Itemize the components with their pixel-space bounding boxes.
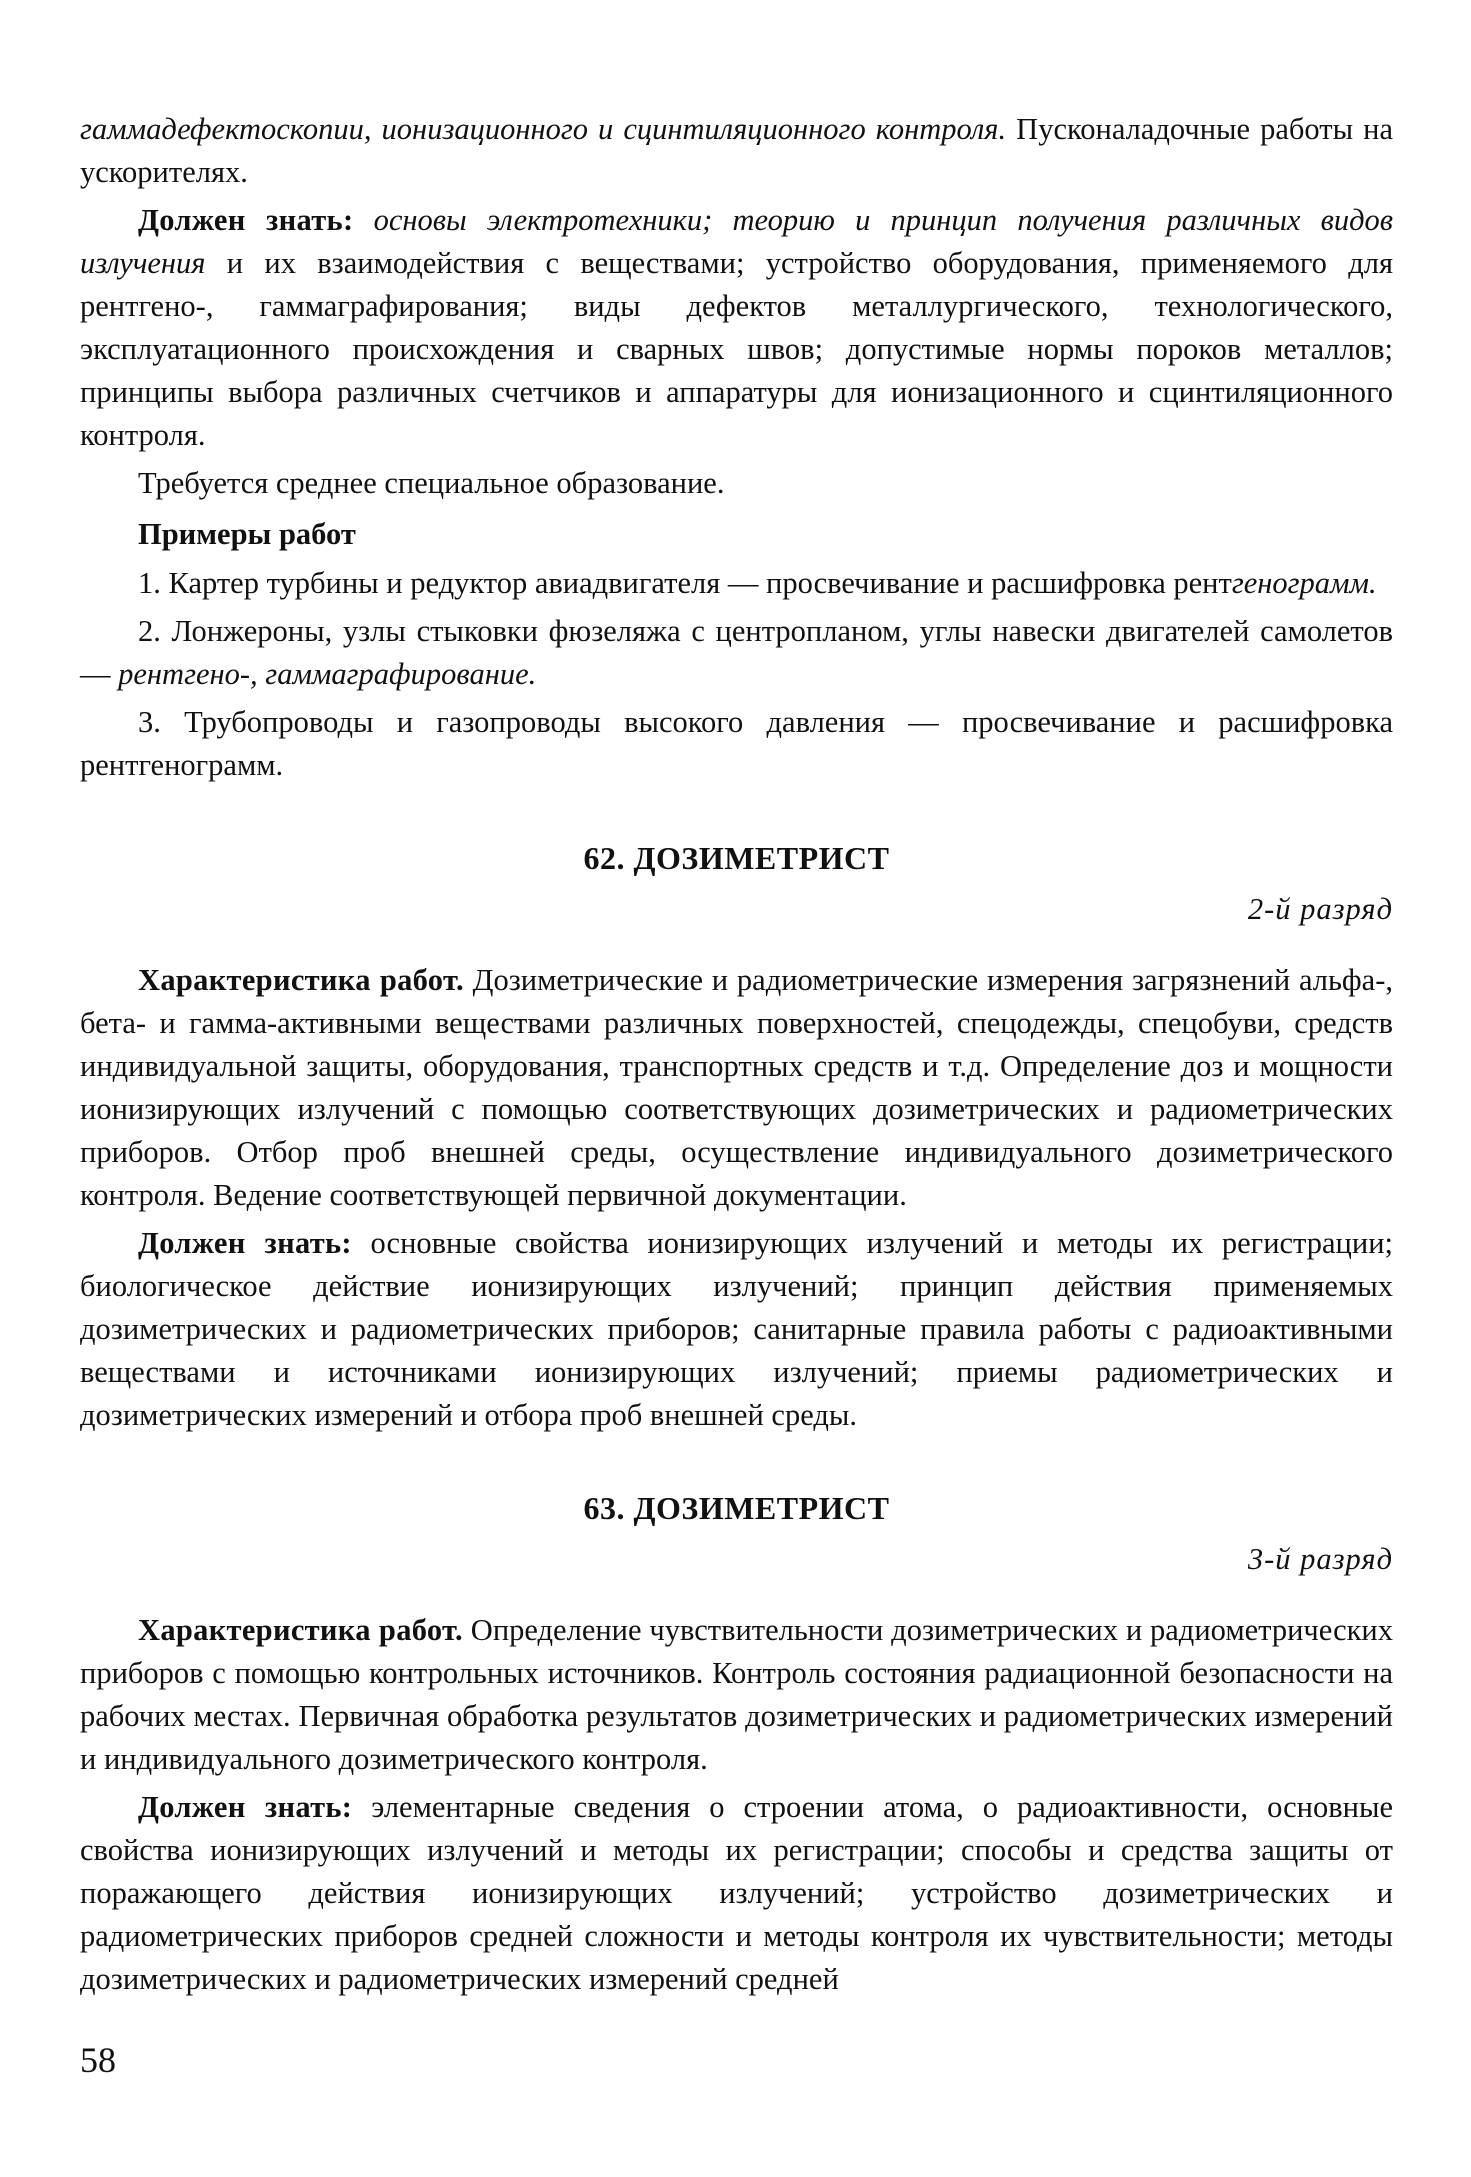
section62-title: 62. ДОЗИМЕТРИСТ — [583, 840, 890, 876]
section61-knowledge-text: и их взаимодействия с веществами; устройство оборудования, применяемого для рентгено-, гаммаграфирования; виды дефектов металлургического, технологического, эксплуатационного происхождения и сварных швов; допустимые нормы пороков металлов; принципы выбора различных счетчиков и аппаратуры для ионизационного и сцинтиляционного контроля. — [80, 246, 1393, 452]
page-number: 58 — [80, 2040, 116, 2080]
section62-characteristics-label: Характеристика работ. — [138, 963, 464, 997]
section63-should-know-label: Должен знать: — [138, 1790, 353, 1824]
example-item-1-text: 1. Картер турбины и редуктор авиадвигателя — просвечивание и расшифровка рент — [138, 566, 1232, 600]
section62-knowledge-text: основные свойства ионизирующих излучений и методы их регистрации; биологическое действие ионизирующих излучений; принцип действия применяемых дозиметрических и радиометрических приборов; санитарные правила работы с радиоактивными веществами и источниками ионизирующих излучений; приемы радиометрических и дозиметрических измерений и отбора проб внешней среды. — [80, 1226, 1393, 1432]
section62-knowledge-paragraph — [80, 1222, 1393, 1437]
section63-title: 63. ДОЗИМЕТРИСТ — [583, 1490, 890, 1526]
example-item-3 — [80, 701, 1393, 787]
section63-knowledge-paragraph — [80, 1786, 1393, 2001]
section62-rank: 2-й разряд — [1247, 892, 1393, 926]
section63-characteristics-paragraph — [80, 1609, 1393, 1781]
example-item-2-italic: рентгено-, гаммаграфирование. — [118, 657, 537, 691]
example-item-1 — [80, 562, 1393, 605]
section63-knowledge-text: элементарные сведения о строении атома, о радиоактивности, основные свойства ионизирующих излучений и методы их регистрации; способы и средства защиты от поражающего действия ионизирующих излучений; устройство дозиметрических и радиометрических приборов средней сложности и методы контроля их чувствительности; методы дозиметрических и радиометрических измерений средней — [80, 1790, 1393, 1996]
intro-paragraph — [80, 108, 1393, 194]
section63-characteristics-label: Характеристика работ. — [138, 1613, 463, 1647]
section63-rank: 3-й разряд — [1247, 1542, 1393, 1576]
intro-italic: гаммадефектоскопии, ионизационного и сцинтиляционного контроля. — [80, 112, 1007, 146]
should-know-label: Должен знать: — [138, 203, 354, 237]
section61-knowledge-paragraph — [80, 199, 1393, 457]
section63-characteristics-text: Определение чувствительности дозиметрических и радиометрических приборов с помощью контрольных источников. Контроль состояния радиационной безопасности на рабочих местах. Первичная обработка результатов дозиметрических и радиометрических измерений и индивидуального дозиметрического контроля. — [80, 1613, 1393, 1776]
example-item-1-italic: генограмм. — [1231, 566, 1377, 600]
examples-heading: Примеры работ — [138, 517, 356, 551]
example-item-2 — [80, 610, 1393, 696]
education-requirement: Требуется среднее специальное образование. — [138, 466, 725, 500]
section62-should-know-label: Должен знать: — [138, 1226, 352, 1260]
example-item-3-text: 3. Трубопроводы и газопроводы высокого давления — просвечивание и расшифровка рентгенограмм. — [80, 705, 1393, 782]
example-item-2-text: 2. Лонжероны, узлы стыковки фюзеляжа с центропланом, углы навески двигателей самолетов — — [80, 614, 1393, 691]
section62-characteristics-text: Дозиметрические и радиометрические измерения загрязнений альфа-, бета- и гамма-активными веществами различных поверхностей, спецодежды, спецобуви, средств индивидуальной защиты, оборудования, транспортных средств и т.д. Определение доз и мощности ионизирующих излучений с помощью соответствующих дозиметрических и радиометрических приборов. Отбор проб внешней среды, осуществление индивидуального дозиметрического контроля. Ведение соответствующей первичной документации. — [80, 963, 1393, 1212]
section61-knowledge-italic: основы электротехники; теорию и принцип получения различных видов излучения — [80, 203, 1393, 280]
section62-characteristics-paragraph — [80, 959, 1393, 1217]
intro-text: Пусконаладочные работы на ускорителях. — [80, 112, 1393, 189]
